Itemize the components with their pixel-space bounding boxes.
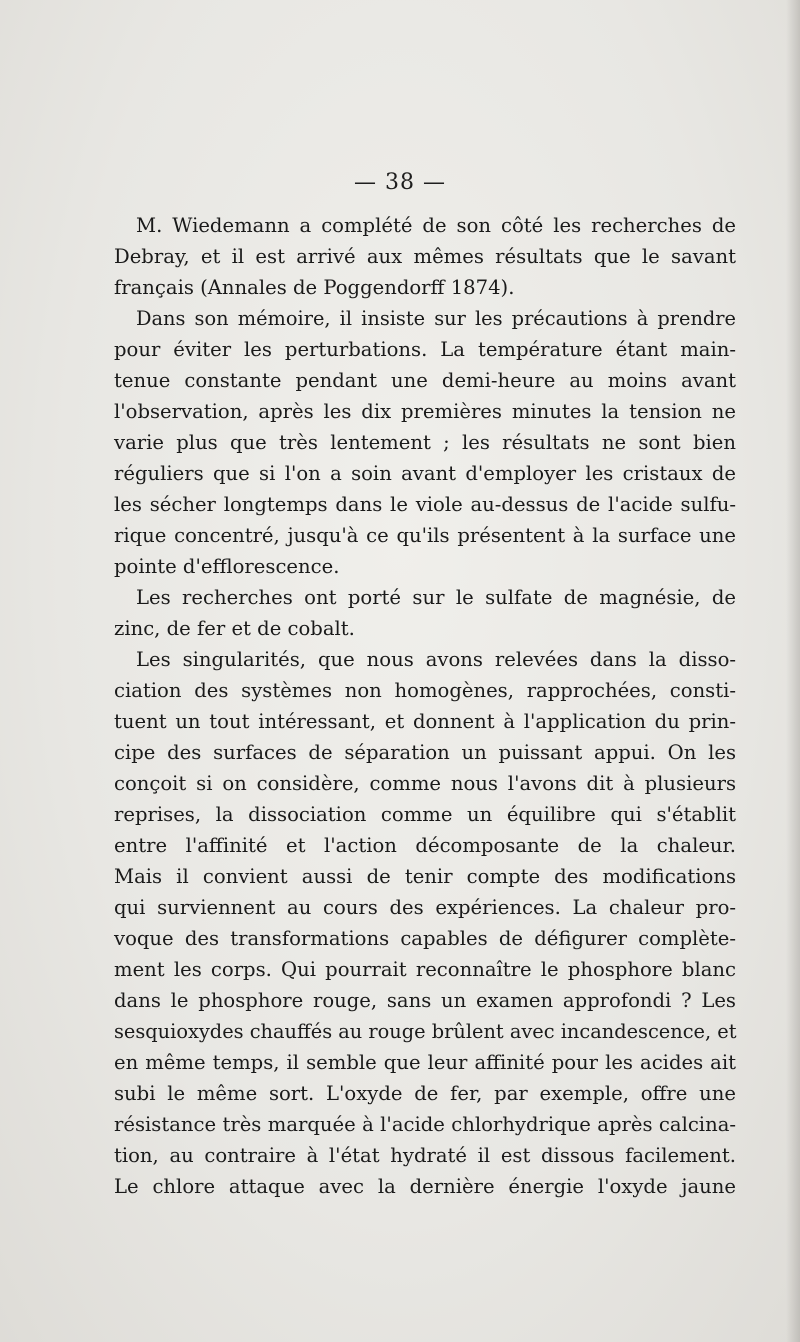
text-line: Le chlore attaque avec la dernière énergie l'oxyde jaune xyxy=(114,1175,736,1198)
text-line: ciation des systèmes non homogènes, rapprochées, consti- xyxy=(114,679,736,702)
text-line: ment les corps. Qui pourrait reconnaître le phosphore blanc xyxy=(114,958,736,981)
text-line: tenue constante pendant une demi-heure au moins avant xyxy=(114,369,736,392)
text-line: Les singularités, que nous avons relevées dans la disso- xyxy=(136,648,736,671)
text-line: qui surviennent au cours des expériences. La chaleur pro- xyxy=(114,896,736,919)
text-line: tuent un tout intéressant, et donnent à l'application du prin- xyxy=(114,710,736,733)
text-line: cipe des surfaces de séparation un puissant appui. On les xyxy=(114,741,736,764)
text-line: réguliers que si l'on a soin avant d'employer les cristaux de xyxy=(114,462,736,485)
text-line: en même temps, il semble que leur affinité pour les acides ait xyxy=(114,1051,736,1074)
text-line: Dans son mémoire, il insiste sur les précautions à prendre xyxy=(136,307,736,330)
text-line: Debray, et il est arrivé aux mêmes résultats que le savant xyxy=(114,245,736,268)
text-line: voque des transformations capables de défigurer complète- xyxy=(114,927,736,950)
text-line: Mais il convient aussi de tenir compte des modifications xyxy=(114,865,736,888)
text-line: rique concentré, jusqu'à ce qu'ils présentent à la surface une xyxy=(114,524,736,547)
body-text xyxy=(114,210,736,1202)
text-line: M. Wiedemann a complété de son côté les recherches de xyxy=(136,214,736,237)
text-line: pointe d'efflorescence. xyxy=(114,555,340,578)
page-edge-shadow xyxy=(786,0,800,1342)
text-line: reprises, la dissociation comme un équilibre qui s'établit xyxy=(114,803,736,826)
text-line: zinc, de fer et de cobalt. xyxy=(114,617,355,640)
text-line: Les recherches ont porté sur le sulfate de magnésie, de xyxy=(136,586,736,609)
text-line: les sécher longtemps dans le viole au-dessus de l'acide sulfu- xyxy=(114,493,736,516)
page-number: — 38 — xyxy=(354,170,446,195)
text-line: entre l'affinité et l'action décomposante de la chaleur. xyxy=(114,834,736,857)
text-line: l'observation, après les dix premières minutes la tension ne xyxy=(114,400,736,423)
text-line: français (Annales de Poggendorff 1874). xyxy=(114,276,515,299)
text-line: sesquioxydes chauffés au rouge brûlent avec incandescence, et xyxy=(114,1020,737,1043)
text-line: pour éviter les perturbations. La température étant main- xyxy=(114,338,736,361)
text-line: varie plus que très lentement ; les résultats ne sont bien xyxy=(114,431,736,454)
text-line: conçoit si on considère, comme nous l'avons dit à plusieurs xyxy=(114,772,736,795)
text-line: tion, au contraire à l'état hydraté il est dissous facilement. xyxy=(114,1144,736,1167)
text-line: subi le même sort. L'oxyde de fer, par exemple, offre une xyxy=(114,1082,736,1105)
text-line: résistance très marquée à l'acide chlorhydrique après calcina- xyxy=(114,1113,736,1136)
text-line: dans le phosphore rouge, sans un examen approfondi ? Les xyxy=(114,989,736,1012)
